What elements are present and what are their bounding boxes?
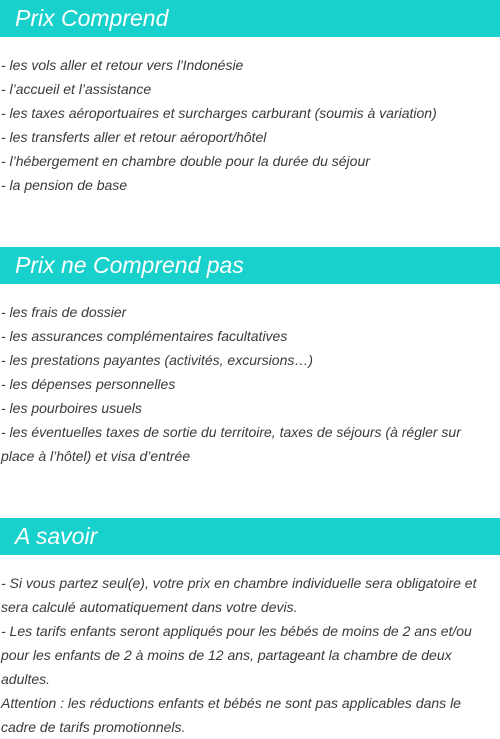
list-item: Attention : les réductions enfants et bébés ne sont pas applicables dans le cadre de tarifs promotionnels. (1, 695, 461, 735)
list-item: - les assurances complémentaires facultatives (1, 328, 288, 344)
section-a-savoir (0, 518, 500, 739)
included-list (0, 53, 500, 197)
list-item: - les taxes aéroportuaires et surcharges carburant (soumis à variation) (1, 105, 437, 121)
list-item: - les frais de dossier (1, 304, 127, 320)
section-prix-comprend (0, 0, 500, 197)
section-title-a-savoir: A savoir (0, 518, 500, 555)
info-list (0, 571, 500, 739)
not-included-list (0, 300, 500, 468)
list-item: - Les tarifs enfants seront appliqués pour les bébés de moins de 2 ans et/ou pour les enfants de 2 à moins de 12 ans, partageant la chambre de deux adultes. (1, 623, 472, 687)
section-title-prix-comprend: Prix Comprend (0, 0, 500, 37)
list-item: - les éventuelles taxes de sortie du territoire, taxes de séjours (à régler sur place à l’hôtel) et visa d’entrée (1, 424, 461, 464)
list-item: - les transferts aller et retour aéroport/hôtel (1, 129, 267, 145)
list-item: - les dépenses personnelles (1, 376, 176, 392)
section-title-prix-ne-comprend-pas: Prix ne Comprend pas (0, 247, 500, 284)
list-item: - les pourboires usuels (1, 400, 142, 416)
list-item: - les prestations payantes (activités, excursions…) (1, 352, 314, 368)
section-prix-ne-comprend-pas (0, 247, 500, 468)
list-item: - les vols aller et retour vers l'Indonésie (1, 57, 244, 73)
list-item: - la pension de base (1, 177, 128, 193)
list-item: - Si vous partez seul(e), votre prix en chambre individuelle sera obligatoire et sera calculé automatiquement dans votre devis. (1, 575, 477, 615)
list-item: - l’accueil et l’assistance (1, 81, 152, 97)
list-item: - l’hébergement en chambre double pour la durée du séjour (1, 153, 370, 169)
